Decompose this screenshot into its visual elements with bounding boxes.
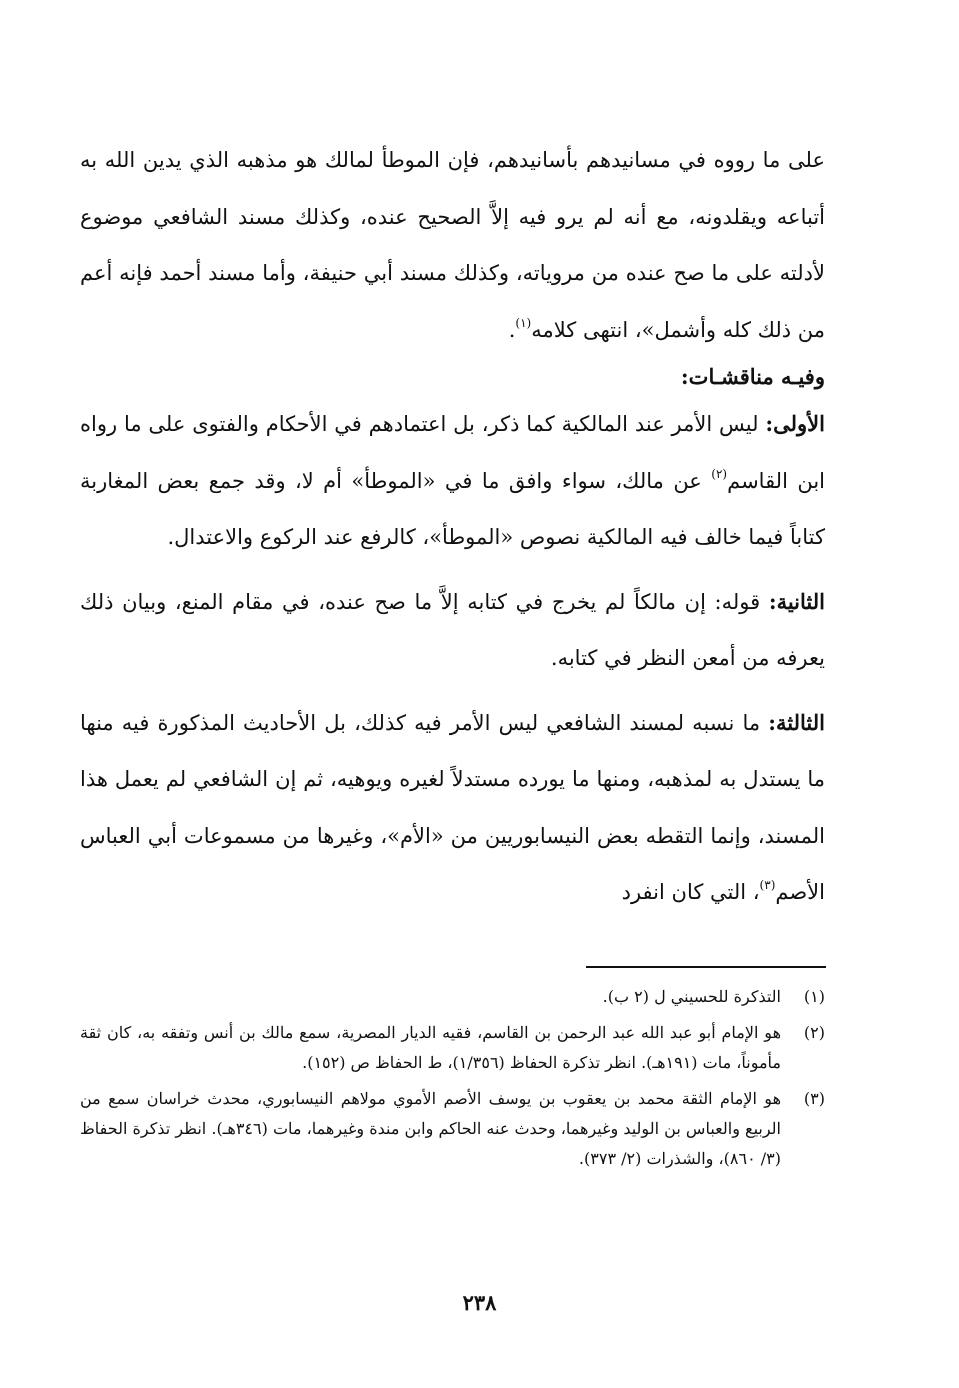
footnote-ref-3: (٣) [759,878,776,892]
main-text [80,132,825,921]
footnote-1 [80,982,825,1012]
second-point-text: قوله: إن مالكاً لم يخرج في كتابه إلاَّ ما صح عنده، في مقام المنع، وبيان ذلك يعرفه من أمعن النظر في كتابه. [80,589,825,670]
paragraph-first-point [80,396,825,566]
footnote-number: (١) [803,987,825,1006]
first-point-label: الأولى: [765,411,825,436]
footnotes [80,982,825,1180]
page-number: ٢٣٨ [462,1290,497,1315]
footnote-separator [586,966,826,968]
paragraph-text-end: كلامه [531,317,577,342]
paragraph-second-point [80,574,825,687]
footnote-2 [80,1018,825,1078]
paragraph-period: . [508,317,516,342]
first-point-text-b: عن مالك، سواء وافق ما في «الموطأ» أم لا، وقد جمع بعض المغاربة كتاباً فيما خالف فيه المالكية نصوص «الموطأ»، كالرفع عند الركوع والاعتدال. [80,468,825,549]
third-point-text-b: ، التي كان انفرد [621,880,760,904]
footnote-text: التذكرة للحسيني ل (٢ ب). [602,987,781,1006]
third-point-label: الثالثة: [768,709,825,735]
section-heading: وفيـه مناقشـات: [680,364,825,389]
footnote-text: هو الإمام أبو عبد الله عبد الرحمن بن القاسم، فقيه الديار المصرية، سمع مالك بن أنس وتفقه به، كان ثقة مأموناً، مات (١٩١هـ). انظر تذكرة الحفاظ (١/٣٥٦)، ط الحفاظ ص (١٥٢). [80,1023,781,1072]
third-point-text-a: ما نسبه لمسند الشافعي ليس الأمر فيه كذلك، بل الأحاديث المذكورة فيه منها ما يستدل به لمذهبه، ومنها ما يورده مستدلاً لغيره ويوهيه، ثم إن الشافعي لم يعمل هذا المسند، وإنما التقطه بعض النيسابوريين من «الأم»، وغيرها من مسموعات أبي العباس الأصم [80,710,825,904]
second-point-label: الثانية: [768,588,825,614]
paragraph-intro-continuation [80,132,825,358]
footnote-number: (٣) [803,1089,825,1108]
paragraph-third-point [80,695,825,921]
paragraph-text: على ما رووه في مسانيدهم بأسانيدهم، فإن الموطأ لمالك هو مذهبه الذي يدين الله به أتباعه ويقلدونه، مع أنه لم يرو فيه إلاَّ الصحيح عنده، وكذلك مسند الشافعي موضوع لأدلته على ما صح عنده من مروياته، وكذلك مسند أبي حنيفة، وأما مسند أحمد فإنه أعم من ذلك كله وأشمل»، انتهى [80,148,825,342]
footnote-ref-1: (١) [515,315,532,330]
first-point-text-a: ليس الأمر عند المالكية كما ذكر، بل اعتمادهم في الأحكام والفتوى على ما رواه ابن القاسم [80,412,825,493]
footnote-text: هو الإمام الثقة محمد بن يعقوب بن يوسف الأصم الأموي مولاهم النيسابوري، محدث خراسان سمع من الربيع والعباس بن الوليد وغيرهما، وحدث عنه الحاكم وابن مندة وغيرهما، مات (٣٤٦هـ). انظر تذكرة الحفاظ (٣/ ٨٦٠)، والشذرات (٢/ ٣٧٣). [80,1089,782,1168]
footnote-number: (٢) [803,1023,825,1042]
footnote-3 [80,1084,825,1174]
footnote-ref-2: (٢) [711,466,728,481]
